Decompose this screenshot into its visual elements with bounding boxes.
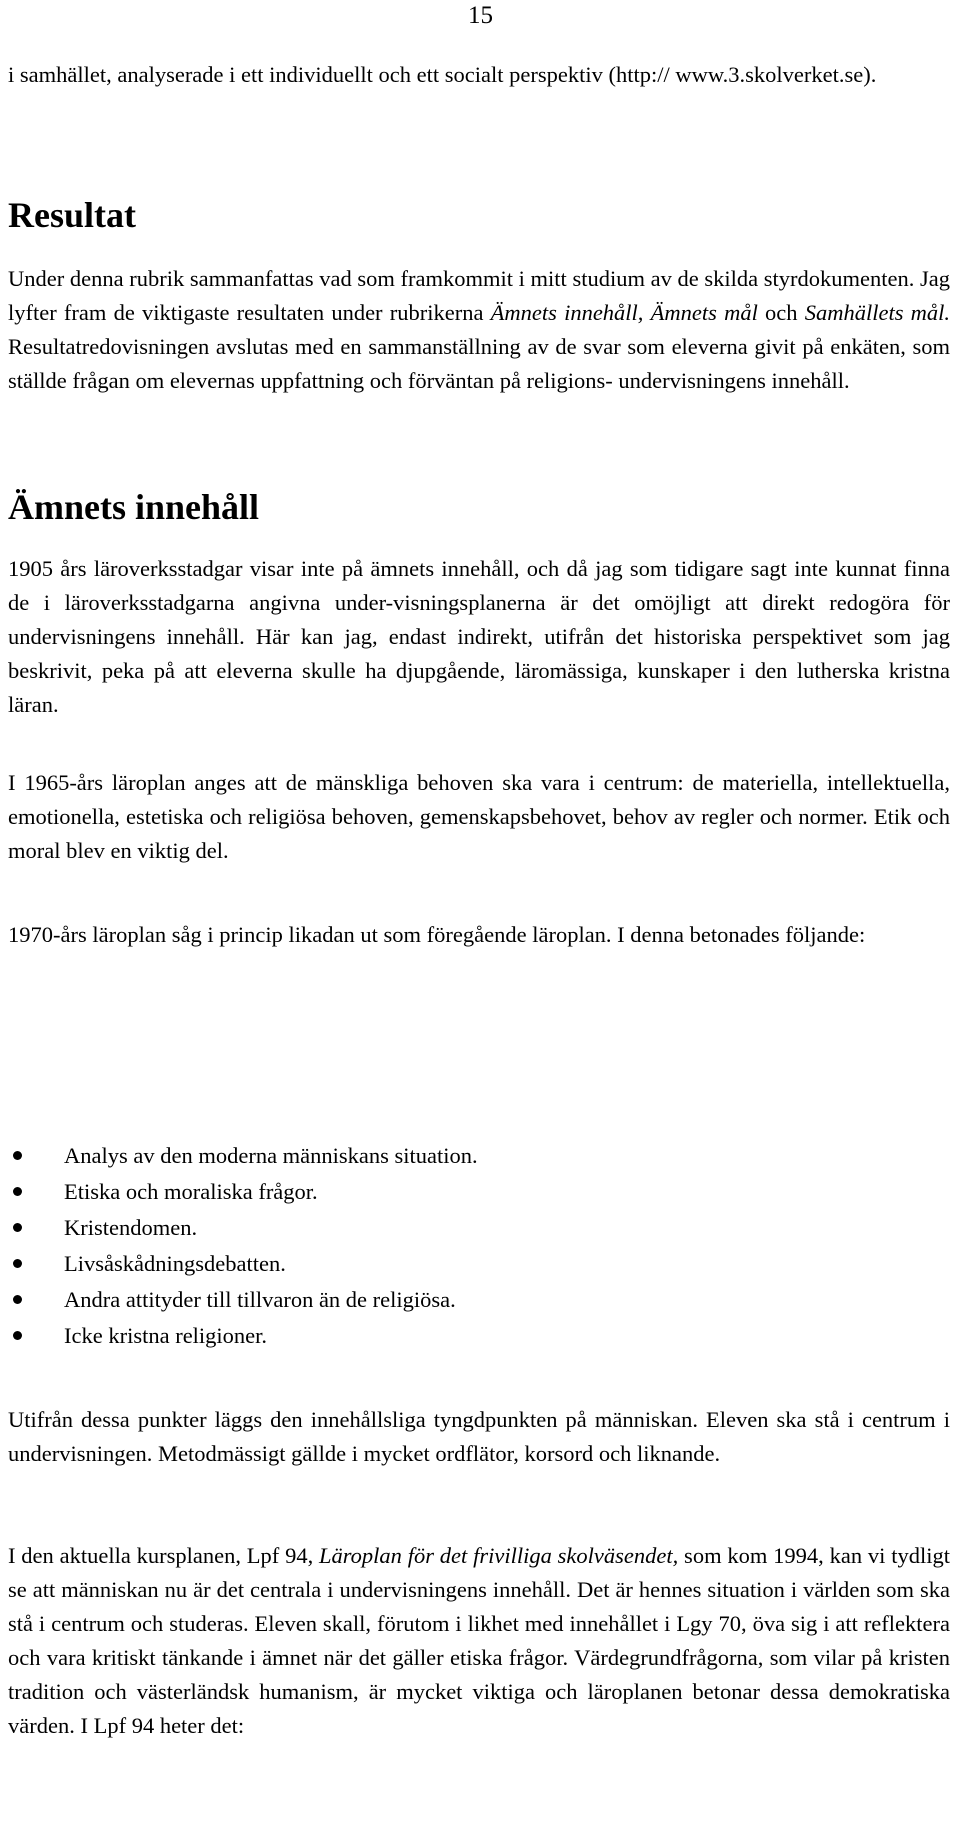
heading-amnets-innehall: Ämnets innehåll <box>8 487 260 527</box>
intro-paragraph: i samhället, analyserade i ett individuellt och ett socialt perspektiv (http:// www.3.skolverket.se). <box>8 62 877 87</box>
paragraph-1965: I 1965-års läroplan anges att de mänskliga behoven ska vara i centrum: de materiella, intellektuella, emotionella, estetiska och religiösa behoven, gemenskapsbehovet, behov av regler och normer. Etik och moral blev en viktig del. <box>8 770 950 863</box>
italic-samhallets-mal: Samhällets mål. <box>804 300 951 325</box>
lpf-text-2: som kom 1994, kan vi tydligt se att människan nu är det centrala i undervisningens innehåll. Det är hennes situation i världen som ska stå i centrum och studeras. Eleven skall, förutom i likhet med innehållet i Lgy 70, öva sig i att reflektera och vara kritiskt tänkande i ämnet när det gäller etiska frågor. Värdegrundfrågorna, som vilar på kristen tradition och västerländsk humanism, är mycket viktiga och läroplanen betonar dessa demokratiska värden. I Lpf 94 heter det: <box>8 1543 950 1738</box>
paragraph-1970: 1970-års läroplan såg i princip likadan ut som föregående läroplan. I denna betonades följande: <box>8 922 866 947</box>
resultat-text-2 <box>643 300 650 325</box>
list-item: Etiska och moraliska frågor. <box>8 1174 950 1210</box>
italic-laroplan-title: Läroplan för det frivilliga skolväsendet, <box>319 1543 679 1568</box>
paragraph-utifran: Utifrån dessa punkter läggs den innehållsliga tyngdpunkten på människan. Eleven ska stå i centrum i undervisningen. Metodmässigt gällde i mycket ordflätor, korsord och liknande. <box>8 1407 950 1466</box>
list-item: Andra attityder till tillvaron än de religiösa. <box>8 1282 950 1318</box>
list-item: Kristendomen. <box>8 1210 950 1246</box>
resultat-text-3: och <box>757 300 805 325</box>
italic-amnets-innehall: Ämnets innehåll, <box>490 300 644 325</box>
italic-amnets-mal: Ämnets mål <box>650 300 758 325</box>
resultat-paragraph <box>8 262 950 398</box>
list-item: Livsåskådningsdebatten. <box>8 1246 950 1282</box>
resultat-text-1: Under denna rubrik sammanfattas vad som framkommit i mitt studium av de skilda styrdokumenten. Jag lyfter fram de viktigaste resultaten under rubrikerna <box>8 266 950 325</box>
list-item: Icke kristna religioner. <box>8 1318 950 1354</box>
paragraph-1905: 1905 års läroverksstadgar visar inte på ämnets innehåll, och då jag som tidigare sagt inte kunnat finna de i läroverksstadgarna angivna under-visningsplanerna är det omöjligt att direkt redogöra för undervisningens innehåll. Här kan jag, endast indirekt, utifrån det historiska perspektivet som jag beskrivit, peka på att eleverna skulle ha djupgående, läromässiga, kunskaper i den lutherska kristna läran. <box>8 556 950 717</box>
lpf-paragraph <box>8 1539 950 1743</box>
resultat-text-4: Resultatredovisningen avslutas med en sammanställning av de svar som eleverna givit på enkäten, som ställde frågan om elevernas uppfattning och förväntan på religions- undervisningens innehåll. <box>8 334 950 393</box>
bullet-list <box>8 1138 950 1354</box>
list-item: Analys av den moderna människans situation. <box>8 1138 950 1174</box>
lpf-text-1: I den aktuella kursplanen, Lpf 94, <box>8 1543 319 1568</box>
page-number: 15 <box>468 2 493 29</box>
heading-resultat: Resultat <box>8 195 136 235</box>
